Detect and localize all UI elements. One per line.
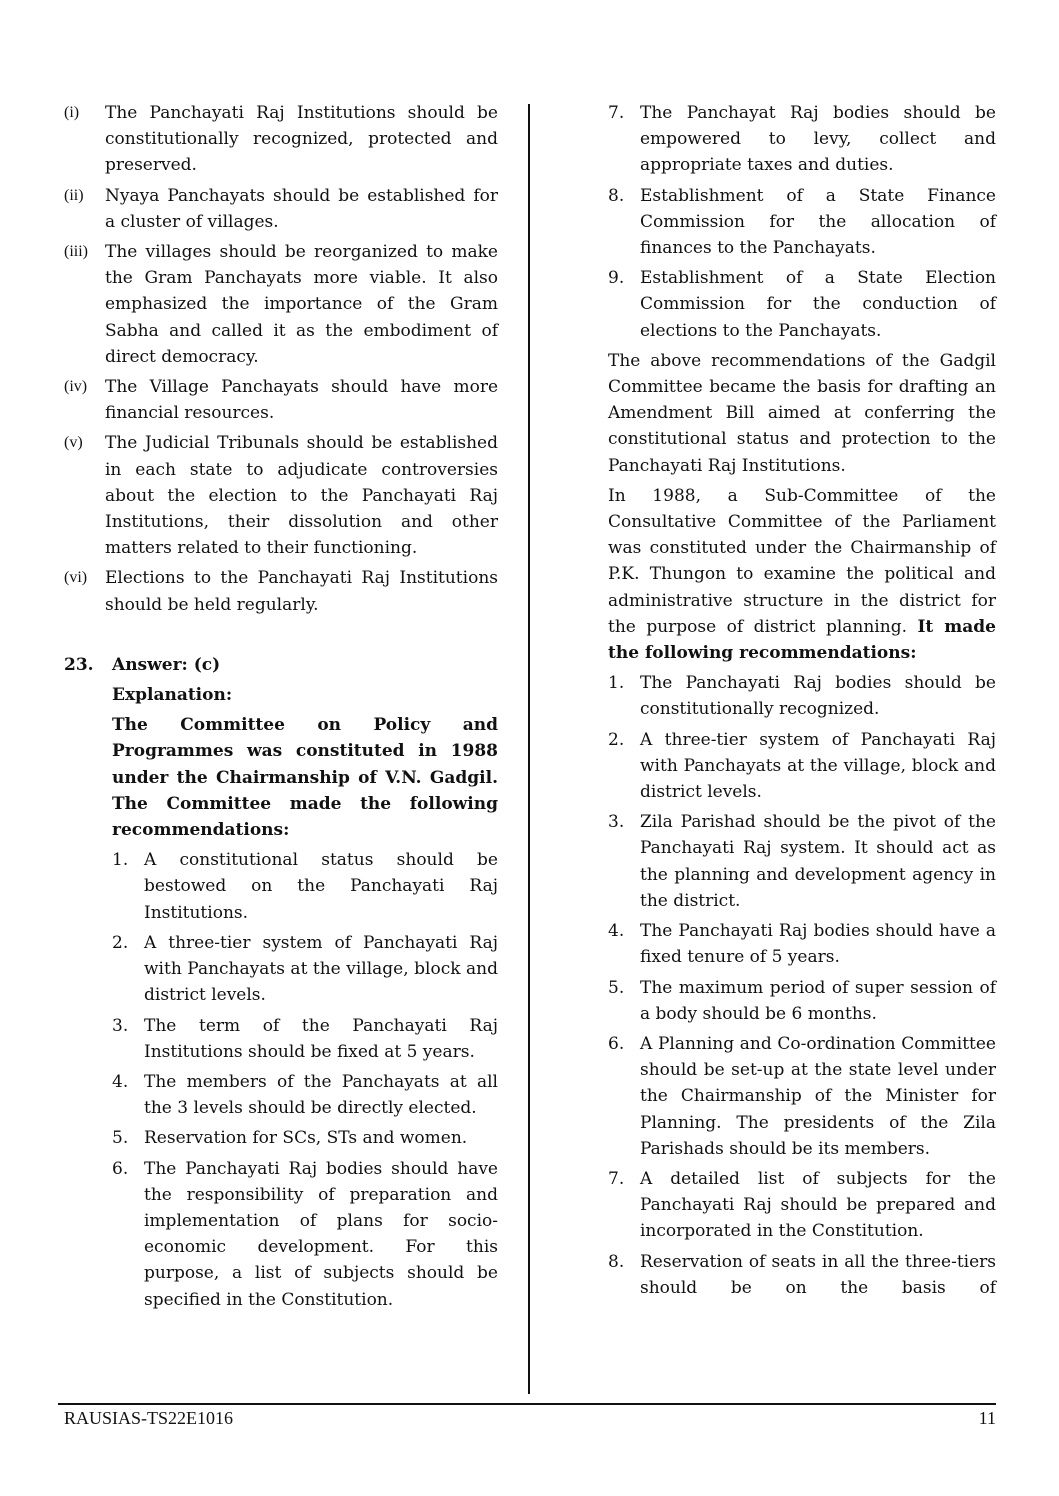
list-item <box>64 239 498 370</box>
list-marker: 7. <box>608 1168 625 1189</box>
list-text: The Panchayati Raj bodies should have a fixed tenure of 5 years. <box>640 921 996 968</box>
list-text: The maximum period of super session of a body should be 6 months. <box>640 977 996 1024</box>
list-text: The Panchayat Raj bodies should be empowered to levy, collect and appropriate taxes and duties. <box>640 103 996 176</box>
list-item <box>608 918 996 970</box>
list-marker: (iii) <box>64 243 88 261</box>
recommendations-list <box>112 847 498 1312</box>
paragraph-text: In 1988, a Sub-Committee of the Consultative Committee of the Parliament was constituted under the Chairmanship of P.K. Thungon to examine the political and administrative structure in the district for the purpose of district planning. <box>608 485 996 637</box>
list-item <box>112 930 498 1009</box>
list-text: The Panchayati Raj bodies should have the responsibility of preparation and implementation of plans for socio-economic development. For this purpose, a list of subjects should be specified in the Constitution. <box>144 1158 498 1310</box>
list-marker: (v) <box>64 434 83 452</box>
list-item <box>608 265 996 344</box>
list-text: A constitutional status should be bestowed on the Panchayati Raj Institutions. <box>144 850 498 923</box>
list-marker: 1. <box>608 673 625 694</box>
list-marker: 4. <box>112 1071 129 1092</box>
paragraph <box>608 483 996 666</box>
list-text: The Panchayati Raj Institutions should be constitutionally recognized, protected and preserved. <box>105 103 498 176</box>
list-text: Elections to the Panchayati Raj Institutions should be held regularly. <box>105 568 498 615</box>
list-text: The Panchayati Raj bodies should be constitutionally recognized. <box>640 673 996 720</box>
list-text: The villages should be reorganized to make the Gram Panchayats more viable. It also emphasized the importance of the Gram Sabha and called it as the embodiment of direct democracy. <box>105 242 498 367</box>
list-text: A three-tier system of Panchayati Raj with Panchayats at the village, block and district levels. <box>144 932 498 1006</box>
list-text: Establishment of a State Election Commission for the conduction of elections to the Panchayats. <box>640 268 996 341</box>
list-marker: 6. <box>608 1033 625 1054</box>
list-marker: 2. <box>608 729 625 750</box>
list-marker: (vi) <box>64 569 88 587</box>
list-item <box>608 183 996 262</box>
list-text: Establishment of a State Finance Commission for the allocation of finances to the Panchayats. <box>640 185 996 259</box>
question-body <box>112 652 498 1317</box>
list-text: A Planning and Co-ordination Committee should be set-up at the state level under the Chairmanship of the Minister for Planning. The presidents of the Zila Parishads should be its members. <box>640 1033 996 1159</box>
list-item <box>608 1031 996 1162</box>
list-item <box>112 1156 498 1313</box>
list-marker: 1. <box>112 850 129 871</box>
list-text: A three-tier system of Panchayati Raj with Panchayats at the village, block and district levels. <box>640 729 996 803</box>
list-marker: 7. <box>608 103 625 123</box>
list-marker: 5. <box>608 977 625 998</box>
list-item <box>608 975 996 1027</box>
right-column <box>608 100 996 1305</box>
paragraph: The above recommendations of the Gadgil Committee became the basis for drafting an Amendment Bill aimed at conferring the constitutional status and protection to the Panchayati Raj Institutions. <box>608 350 996 476</box>
question-number: 23. <box>64 654 94 675</box>
list-marker: 8. <box>608 185 625 206</box>
list-item <box>112 1069 498 1121</box>
list-text: The Village Panchayats should have more financial resources. <box>105 377 498 424</box>
list-item <box>112 847 498 926</box>
list-item <box>608 809 996 914</box>
list-text: The members of the Panchayats at all the 3 levels should be directly elected. <box>144 1071 498 1119</box>
list-marker: 9. <box>608 268 625 289</box>
list-item <box>608 1166 996 1245</box>
list-item <box>64 374 498 426</box>
answer-label: Answer: (c) <box>112 654 221 675</box>
explanation-label: Explanation: <box>112 685 233 706</box>
list-text: The Judicial Tribunals should be established in each state to adjudicate controversies about the election to the Panchayati Raj Institutions, their dissolution and other matters related to their functioning. <box>105 433 498 559</box>
column-divider <box>528 104 530 1394</box>
list-item <box>64 100 498 179</box>
list-marker: 5. <box>112 1128 129 1149</box>
list-marker: 3. <box>608 812 625 833</box>
list-text: Zila Parishad should be the pivot of the Panchayati Raj system. It should act as the planning and development agency in the district. <box>640 812 996 911</box>
footer-rule <box>58 1403 996 1405</box>
list-item <box>608 670 996 722</box>
list-marker: 6. <box>112 1158 129 1179</box>
list-marker: 4. <box>608 921 625 942</box>
list-text: The term of the Panchayati Raj Institutions should be fixed at 5 years. <box>144 1015 498 1062</box>
list-marker: 8. <box>608 1251 625 1272</box>
list-item <box>64 430 498 561</box>
list-item <box>112 1013 498 1065</box>
list-item <box>608 1249 996 1301</box>
explanation-text: The Committee on Policy and Programmes was constituted in 1988 under the Chairmanship of V.N. Gadgil. The Committee made the following recommendations: <box>112 715 498 841</box>
list-marker: 2. <box>112 932 129 953</box>
list-marker: (i) <box>64 104 80 121</box>
list-item <box>64 565 498 617</box>
left-column <box>64 100 498 1317</box>
list-text: A detailed list of subjects for the Panchayati Raj should be prepared and incorporated in the Constitution. <box>640 1168 996 1242</box>
list-text: Nyaya Panchayats should be established for a cluster of villages. <box>105 185 498 232</box>
list-item <box>64 183 498 235</box>
list-text: Reservation of seats in all the three-tiers should be on the basis of <box>640 1251 996 1298</box>
list-text: Reservation for SCs, STs and women. <box>144 1128 468 1149</box>
list-marker: (iv) <box>64 378 88 396</box>
document-code: RAUSIAS-TS22E1016 <box>64 1408 234 1428</box>
paragraph-bold-text: It made the following recommendations: <box>608 616 996 664</box>
list-marker: 3. <box>112 1015 129 1036</box>
list-item <box>112 1125 498 1151</box>
list-item <box>608 100 996 179</box>
question-block <box>64 652 498 1317</box>
list-item <box>608 727 996 806</box>
page-number: 11 <box>978 1408 996 1428</box>
list-marker: (ii) <box>64 186 84 204</box>
